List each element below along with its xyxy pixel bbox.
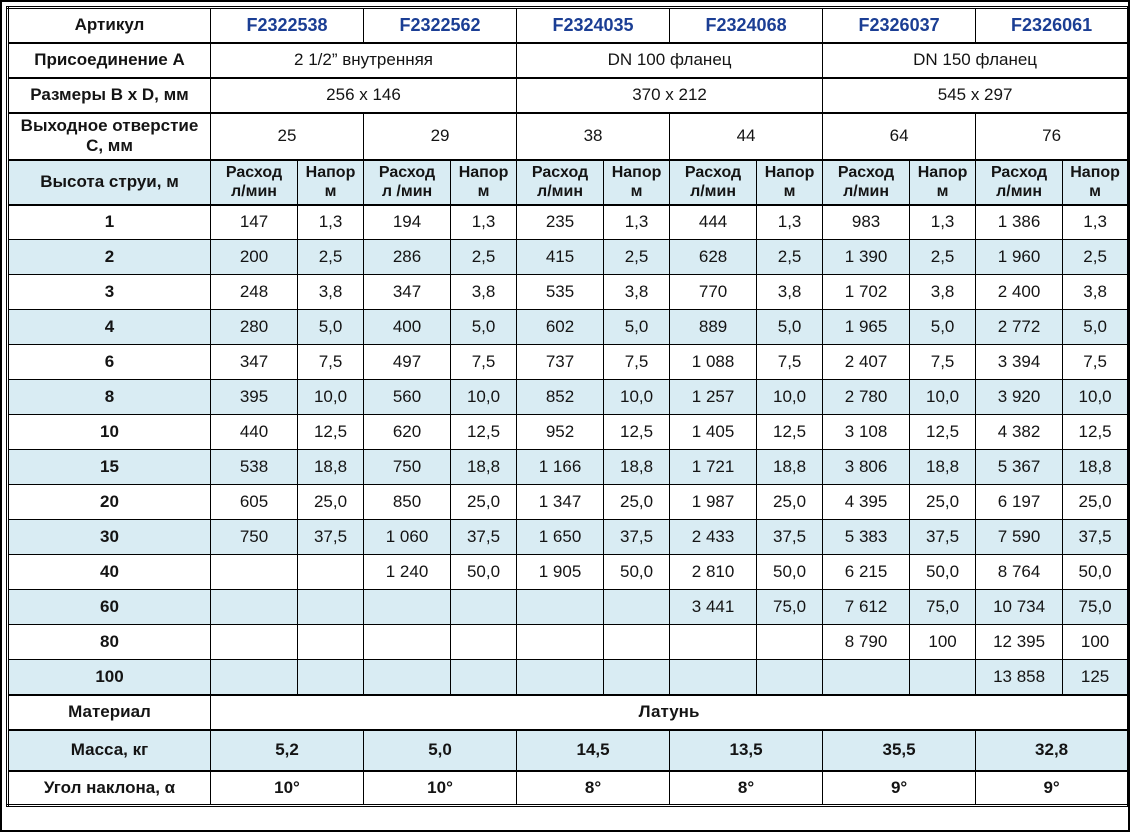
flow-lpm-cell: 6 197 [976,485,1063,520]
material-value: Латунь [211,695,1129,730]
flow-lpm-cell: 12 395 [976,625,1063,660]
article-number: F2322538 [211,8,364,43]
head-m-cell: 2,5 [1063,240,1129,275]
jet-data-block [8,205,1129,695]
flow-lpm-cell: 13 858 [976,660,1063,695]
head-m-cell: 1,3 [298,205,364,240]
article-number: F2326037 [823,8,976,43]
head-m-cell: 25,0 [298,485,364,520]
jet-data-row [8,380,1129,415]
angle-value: 8° [517,771,670,806]
flow-lpm-cell [364,625,451,660]
head-m-cell: 18,8 [451,450,517,485]
flow-lpm-cell: 3 441 [670,590,757,625]
head-m-cell: 3,8 [757,275,823,310]
head-m-cell: 5,0 [451,310,517,345]
col-header-head [757,160,823,205]
flow-lpm-cell: 2 407 [823,345,910,380]
dimensions-value: 545 x 297 [823,78,1129,113]
head-m-cell: 2,5 [451,240,517,275]
jet-data-row [8,660,1129,695]
flow-lpm-cell: 7 590 [976,520,1063,555]
head-m-cell: 1,3 [1063,205,1129,240]
head-m-cell: 12,5 [298,415,364,450]
spec-header-block [8,8,1129,205]
head-m-cell: 3,8 [604,275,670,310]
col-header-line1: Напор [611,164,662,181]
flow-lpm-cell: 400 [364,310,451,345]
jet-data-row [8,520,1129,555]
col-header-line1: Напор [764,164,815,181]
flow-lpm-cell: 5 383 [823,520,910,555]
col-header-line1: Напор [458,164,509,181]
angle-value: 10° [211,771,364,806]
mass-value: 14,5 [517,730,670,771]
head-m-cell [298,555,364,590]
jet-data-row [8,205,1129,240]
head-m-cell: 75,0 [910,590,976,625]
connection-value: DN 100 фланец [517,43,823,78]
flow-lpm-cell: 6 215 [823,555,910,590]
col-header-line1: Расход [225,164,283,181]
angle-value: 10° [364,771,517,806]
connection-label: Присоединение А [8,43,211,78]
head-m-cell: 12,5 [757,415,823,450]
flow-lpm-cell: 2 780 [823,380,910,415]
col-header-line1: Расход [990,164,1048,181]
jet-data-row [8,555,1129,590]
flow-lpm-cell: 444 [670,205,757,240]
head-m-cell: 3,8 [910,275,976,310]
outlet-row [8,113,1129,160]
col-header-line2: м [1089,183,1101,200]
head-m-cell: 7,5 [604,345,670,380]
col-header-flow [823,160,910,205]
head-m-cell [298,625,364,660]
head-m-cell: 1,3 [910,205,976,240]
flow-lpm-cell: 1 965 [823,310,910,345]
head-m-cell: 10,0 [1063,380,1129,415]
head-m-cell: 25,0 [451,485,517,520]
flow-lpm-cell: 4 395 [823,485,910,520]
flow-lpm-cell: 737 [517,345,604,380]
flow-lpm-cell [517,625,604,660]
mass-value: 32,8 [976,730,1129,771]
article-number: F2324068 [670,8,823,43]
angle-value: 9° [976,771,1129,806]
head-m-cell [451,625,517,660]
head-m-cell: 18,8 [1063,450,1129,485]
flow-lpm-cell: 750 [364,450,451,485]
head-m-cell [298,660,364,695]
flow-lpm-cell: 1 240 [364,555,451,590]
head-m-cell: 7,5 [1063,345,1129,380]
flow-lpm-cell: 147 [211,205,298,240]
flow-lpm-cell: 2 810 [670,555,757,590]
flow-lpm-cell: 1 257 [670,380,757,415]
head-m-cell: 25,0 [1063,485,1129,520]
flow-lpm-cell: 605 [211,485,298,520]
flow-lpm-cell: 415 [517,240,604,275]
head-m-cell: 25,0 [757,485,823,520]
col-header-line2: л/мин [537,183,583,200]
flow-lpm-cell: 1 405 [670,415,757,450]
jet-data-row [8,450,1129,485]
outlet-value: 64 [823,113,976,160]
head-m-cell [451,590,517,625]
mass-value: 5,0 [364,730,517,771]
flow-lpm-cell: 3 806 [823,450,910,485]
col-header-line1: Расход [684,164,742,181]
flow-lpm-cell: 952 [517,415,604,450]
flow-lpm-cell [517,590,604,625]
flow-lpm-cell: 497 [364,345,451,380]
flow-lpm-cell: 1 960 [976,240,1063,275]
head-m-cell: 10,0 [298,380,364,415]
flow-lpm-cell: 3 920 [976,380,1063,415]
head-m-cell: 2,5 [910,240,976,275]
head-m-cell: 50,0 [910,555,976,590]
dimensions-value: 370 x 212 [517,78,823,113]
head-m-cell: 37,5 [757,520,823,555]
head-m-cell: 25,0 [910,485,976,520]
flow-lpm-cell: 10 734 [976,590,1063,625]
jet-height-value: 40 [8,555,211,590]
col-header-line2: л/мин [843,183,890,200]
flow-lpm-cell: 4 382 [976,415,1063,450]
flow-lpm-cell: 1 390 [823,240,910,275]
flow-lpm-cell: 440 [211,415,298,450]
outlet-value: 44 [670,113,823,160]
flow-lpm-cell: 7 612 [823,590,910,625]
head-m-cell: 18,8 [757,450,823,485]
head-m-cell: 125 [1063,660,1129,695]
col-header-head [451,160,517,205]
col-header-flow [517,160,604,205]
flow-lpm-cell: 280 [211,310,298,345]
jet-data-row [8,345,1129,380]
col-header-head [1063,160,1129,205]
outlet-label: Выходное отверстие С, мм [8,113,211,160]
head-m-cell: 18,8 [910,450,976,485]
col-header-line1: Расход [837,164,895,181]
mass-value: 5,2 [211,730,364,771]
flow-lpm-cell: 1 386 [976,205,1063,240]
head-m-cell [604,625,670,660]
flow-lpm-cell: 347 [364,275,451,310]
head-m-cell [604,590,670,625]
angle-value: 8° [670,771,823,806]
head-m-cell: 12,5 [910,415,976,450]
jet-height-value: 60 [8,590,211,625]
angle-row [8,771,1129,806]
head-m-cell: 10,0 [757,380,823,415]
flow-lpm-cell: 1 347 [517,485,604,520]
head-m-cell [757,660,823,695]
jet-data-row [8,625,1129,660]
head-m-cell: 7,5 [298,345,364,380]
connection-row [8,43,1129,78]
jet-height-value: 8 [8,380,211,415]
head-m-cell: 5,0 [757,310,823,345]
flow-lpm-cell: 983 [823,205,910,240]
head-m-cell: 3,8 [1063,275,1129,310]
head-m-cell: 1,3 [451,205,517,240]
flow-lpm-cell: 1 088 [670,345,757,380]
mass-value: 13,5 [670,730,823,771]
flow-lpm-cell [364,660,451,695]
mass-value: 35,5 [823,730,976,771]
col-header-flow [670,160,757,205]
jet-height-value: 10 [8,415,211,450]
head-m-cell: 12,5 [1063,415,1129,450]
head-m-cell: 37,5 [604,520,670,555]
flow-lpm-cell: 8 790 [823,625,910,660]
flow-lpm-cell: 560 [364,380,451,415]
head-m-cell: 25,0 [604,485,670,520]
jet-data-row [8,275,1129,310]
head-m-cell: 12,5 [451,415,517,450]
article-number: F2322562 [364,8,517,43]
dimensions-label: Размеры B x D, мм [8,78,211,113]
jet-height-value: 100 [8,660,211,695]
flow-lpm-cell: 3 108 [823,415,910,450]
flow-lpm-cell: 2 400 [976,275,1063,310]
col-header-flow [976,160,1063,205]
material-label: Материал [8,695,211,730]
flow-lpm-cell: 3 394 [976,345,1063,380]
head-m-cell: 18,8 [604,450,670,485]
head-m-cell [451,660,517,695]
head-m-cell: 1,3 [757,205,823,240]
head-m-cell: 3,8 [451,275,517,310]
flow-lpm-cell: 286 [364,240,451,275]
flow-lpm-cell: 1 987 [670,485,757,520]
flow-lpm-cell: 248 [211,275,298,310]
flow-lpm-cell [211,590,298,625]
flow-lpm-cell: 889 [670,310,757,345]
head-m-cell: 5,0 [298,310,364,345]
flow-lpm-cell: 535 [517,275,604,310]
outlet-value: 76 [976,113,1129,160]
col-header-line2: м [477,183,490,200]
flow-lpm-cell: 2 433 [670,520,757,555]
head-m-cell: 7,5 [757,345,823,380]
head-m-cell: 5,0 [604,310,670,345]
col-header-head [604,160,670,205]
jet-data-row [8,415,1129,450]
head-m-cell: 2,5 [604,240,670,275]
head-m-cell: 10,0 [451,380,517,415]
jet-subheader-row [8,160,1129,205]
flow-lpm-cell: 850 [364,485,451,520]
article-label: Артикул [8,8,211,43]
flow-lpm-cell: 1 060 [364,520,451,555]
head-m-cell: 37,5 [298,520,364,555]
head-m-cell: 10,0 [910,380,976,415]
angle-label: Угол наклона, α [8,771,211,806]
flow-lpm-cell [823,660,910,695]
head-m-cell: 5,0 [1063,310,1129,345]
jet-height-value: 3 [8,275,211,310]
head-m-cell: 1,3 [604,205,670,240]
flow-lpm-cell: 194 [364,205,451,240]
article-row [8,8,1129,43]
head-m-cell: 50,0 [1063,555,1129,590]
angle-value: 9° [823,771,976,806]
col-header-line2: л/мин [231,183,277,200]
head-m-cell: 50,0 [451,555,517,590]
col-header-line1: Расход [531,164,589,181]
outlet-value: 25 [211,113,364,160]
head-m-cell [757,625,823,660]
material-row [8,695,1129,730]
mass-row [8,730,1129,771]
head-m-cell: 18,8 [298,450,364,485]
flow-lpm-cell: 2 772 [976,310,1063,345]
spec-footer-block [8,695,1129,806]
flow-lpm-cell: 602 [517,310,604,345]
head-m-cell: 75,0 [1063,590,1129,625]
head-m-cell: 2,5 [757,240,823,275]
flow-lpm-cell [670,625,757,660]
col-header-line2: м [936,183,949,200]
head-m-cell: 5,0 [910,310,976,345]
flow-lpm-cell: 395 [211,380,298,415]
jet-height-label: Высота струи, м [8,160,211,205]
flow-lpm-cell: 235 [517,205,604,240]
flow-lpm-cell: 5 367 [976,450,1063,485]
flow-lpm-cell [670,660,757,695]
flow-lpm-cell: 628 [670,240,757,275]
article-number: F2326061 [976,8,1129,43]
flow-lpm-cell: 1 721 [670,450,757,485]
head-m-cell [604,660,670,695]
head-m-cell: 37,5 [910,520,976,555]
flow-lpm-cell: 770 [670,275,757,310]
flow-lpm-cell [211,660,298,695]
flow-lpm-cell: 750 [211,520,298,555]
jet-data-row [8,240,1129,275]
col-header-line2: м [630,183,643,200]
flow-lpm-cell: 538 [211,450,298,485]
jet-height-value: 2 [8,240,211,275]
mass-label: Масса, кг [8,730,211,771]
head-m-cell [298,590,364,625]
flow-lpm-cell: 1 702 [823,275,910,310]
col-header-line1: Расход [378,164,436,181]
head-m-cell: 37,5 [451,520,517,555]
flow-lpm-cell: 1 650 [517,520,604,555]
flow-lpm-cell: 852 [517,380,604,415]
head-m-cell: 50,0 [757,555,823,590]
flow-lpm-cell [517,660,604,695]
jet-height-value: 15 [8,450,211,485]
col-header-line1: Напор [917,164,968,181]
flow-lpm-cell: 1 905 [517,555,604,590]
jet-height-value: 80 [8,625,211,660]
col-header-line1: Напор [305,164,356,181]
flow-lpm-cell: 8 764 [976,555,1063,590]
head-m-cell: 7,5 [451,345,517,380]
jet-height-value: 1 [8,205,211,240]
flow-lpm-cell: 200 [211,240,298,275]
flow-lpm-cell [364,590,451,625]
outlet-value: 38 [517,113,670,160]
col-header-flow [364,160,451,205]
article-number: F2324035 [517,8,670,43]
col-header-head [298,160,364,205]
col-header-flow [211,160,298,205]
head-m-cell: 2,5 [298,240,364,275]
connection-value: DN 150 фланец [823,43,1129,78]
jet-height-value: 30 [8,520,211,555]
jet-height-value: 20 [8,485,211,520]
head-m-cell: 37,5 [1063,520,1129,555]
jet-height-value: 6 [8,345,211,380]
head-m-cell: 3,8 [298,275,364,310]
dimensions-row [8,78,1129,113]
head-m-cell: 75,0 [757,590,823,625]
head-m-cell: 10,0 [604,380,670,415]
head-m-cell: 100 [1063,625,1129,660]
head-m-cell: 100 [910,625,976,660]
col-header-line2: м [783,183,796,200]
col-header-head [910,160,976,205]
col-header-line2: л /мин [381,183,433,200]
connection-value: 2 1/2” внутренняя [211,43,517,78]
col-header-line2: л/мин [690,183,737,200]
jet-height-value: 4 [8,310,211,345]
flow-lpm-cell [211,625,298,660]
flow-lpm-cell: 347 [211,345,298,380]
col-header-line2: м [324,183,337,200]
jet-data-row [8,485,1129,520]
jet-data-row [8,310,1129,345]
flow-lpm-cell: 620 [364,415,451,450]
flow-lpm-cell [211,555,298,590]
col-header-line1: Напор [1070,164,1120,181]
head-m-cell [910,660,976,695]
col-header-line2: л/мин [996,183,1043,200]
flow-lpm-cell: 1 166 [517,450,604,485]
dimensions-value: 256 x 146 [211,78,517,113]
outlet-value: 29 [364,113,517,160]
head-m-cell: 12,5 [604,415,670,450]
head-m-cell: 7,5 [910,345,976,380]
spec-table [6,6,1130,807]
jet-data-row [8,590,1129,625]
head-m-cell: 50,0 [604,555,670,590]
